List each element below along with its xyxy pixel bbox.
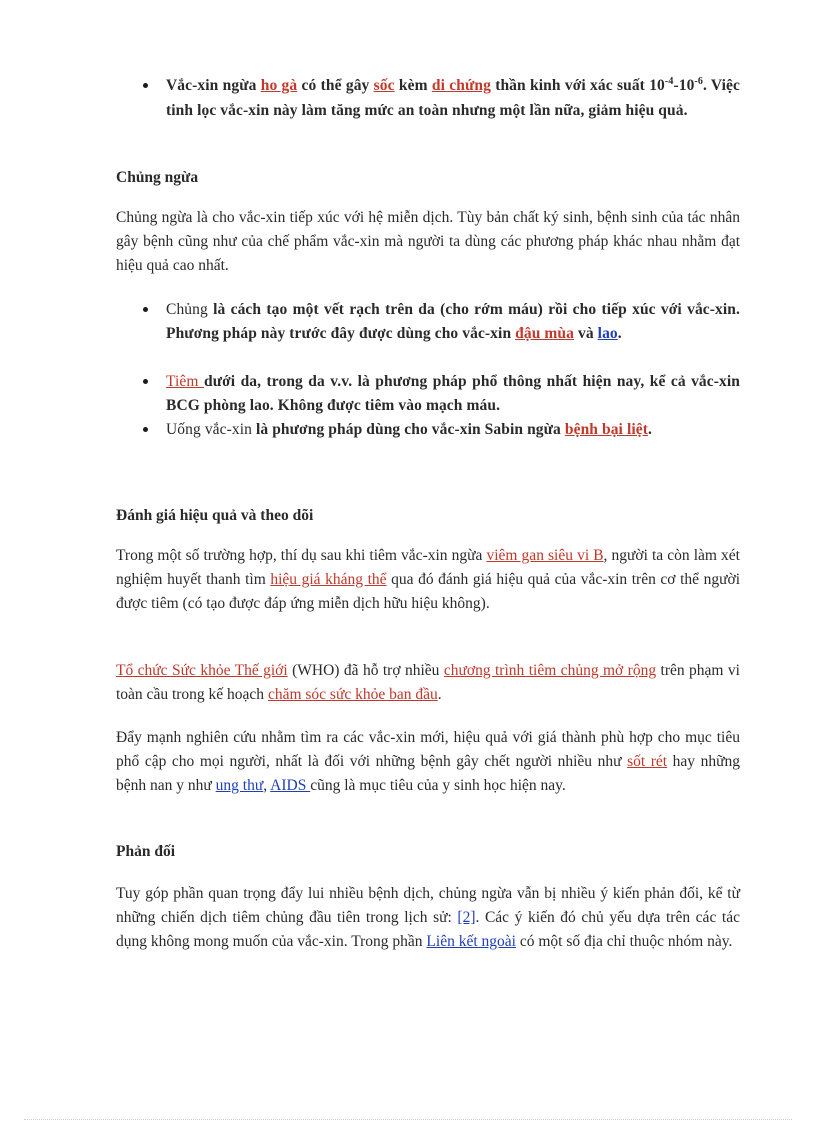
text-run: -10 xyxy=(673,77,695,94)
text-run: có thể gây xyxy=(297,77,374,94)
text-run: . Việc tinh lọc vắc-xin này làm tăng mức an toàn nhưng một lần nữa, giảm hiệu quả. xyxy=(166,77,740,119)
text-run: hay những bệnh nan y như xyxy=(116,753,741,794)
text-run: dưới da, trong da v.v. là phương pháp phổ thông nhất hiện nay, kể cả vắc-xin BCG phòng lao. Không được tiêm vào mạch máu. xyxy=(166,373,740,414)
list-item-pertussis xyxy=(116,74,740,123)
link-viem-gan-sieu-vi-b[interactable]: viêm gan siêu vi B xyxy=(486,547,604,564)
text-run: qua đó đánh giá hiệu quả của vắc-xin trên cơ thể người được tiêm (có tạo được đáp ứng miễn dịch hữu hiệu không). xyxy=(116,571,740,612)
text-run: . xyxy=(617,325,622,342)
link-chuong-trinh-tiem-chung[interactable]: chương trình tiêm chủng mở rộng xyxy=(443,662,657,679)
text-run: là phương pháp dùng cho vắc-xin Sabin ngừa xyxy=(255,421,565,438)
link-lien-ket-ngoai[interactable]: Liên kết ngoài xyxy=(426,933,516,950)
list-item-tiem xyxy=(116,370,740,418)
bullet-icon xyxy=(143,307,148,312)
text-run: Đẩy mạnh nghiên cứu nhằm tìm ra các vắc-xin mới, hiệu quả với giá thành phù hợp cho mục tiêu phổ cập cho mọi người, nhất là đối với những bệnh gây chết người nhiều như xyxy=(116,729,740,770)
list-item-chung xyxy=(116,298,740,346)
text-run: Vắc-xin ngừa xyxy=(166,77,261,94)
link-soc[interactable]: sốc xyxy=(373,77,395,94)
paragraph-evaluation-1 xyxy=(116,544,740,616)
text-run: có một số địa chỉ thuộc nhóm này. xyxy=(515,933,733,950)
list-item-uong xyxy=(116,418,740,442)
text-run: trên phạm vi toàn cầu trong kế hoạch xyxy=(116,662,740,703)
link-hieu-gia-khang-the[interactable]: hiệu giá kháng thể xyxy=(270,571,387,588)
link-ho-ga[interactable]: ho gà xyxy=(260,77,298,94)
text-run: Uống vắc-xin xyxy=(166,421,256,438)
text-run: . Các ý kiến đó chủ yếu dựa trên các tác dụng không mong muốn của vắc-xin. Trong phần xyxy=(116,909,740,950)
text-run: cũng là mục tiêu của y sinh học hiện nay. xyxy=(310,777,566,794)
chung-text xyxy=(116,298,740,346)
link-tiem[interactable]: Tiêm xyxy=(166,373,204,390)
text-run: , người ta còn làm xét nghiệm huyết thanh tìm xyxy=(116,547,740,588)
text-run: Chủng xyxy=(166,301,214,318)
exponent-1: -4 xyxy=(664,75,674,87)
paragraph-evaluation-3 xyxy=(116,726,740,798)
text-run: là cách tạo một vết rạch trên da (cho rớm máu) rồi cho tiếp xúc với vắc-xin. Phương pháp này trước đây được dùng cho vắc-xin xyxy=(166,301,740,342)
link-sot-ret[interactable]: sốt rét xyxy=(627,753,668,770)
text-run: (WHO) đã hỗ trợ nhiều xyxy=(287,662,444,679)
text-run: và xyxy=(574,325,598,342)
heading-chung-ngua: Chủng ngừa xyxy=(116,169,199,186)
link-aids[interactable]: AIDS xyxy=(270,777,311,794)
bullet-icon xyxy=(143,379,148,384)
link-lao[interactable]: lao xyxy=(597,325,618,342)
link-citation-2[interactable]: [2] xyxy=(457,909,476,926)
link-di-chung[interactable]: di chứng xyxy=(431,77,491,94)
text-run: kèm xyxy=(394,77,432,94)
uong-text xyxy=(116,418,740,442)
link-benh-bai-liet[interactable]: bệnh bại liệt xyxy=(564,421,648,438)
bullet-icon xyxy=(143,83,148,88)
text-run: , xyxy=(263,777,271,794)
bullet-icon xyxy=(143,427,148,432)
link-ung-thu[interactable]: ung thư xyxy=(215,777,264,794)
text-run: thần kinh với xác suất 10 xyxy=(490,77,665,94)
heading-danh-gia: Đánh giá hiệu quả và theo dõi xyxy=(116,507,314,524)
paragraph-opposition xyxy=(116,882,740,954)
link-dau-mua[interactable]: đậu mùa xyxy=(515,325,574,342)
heading-phan-doi: Phản đối xyxy=(116,843,176,860)
exponent-2: -6 xyxy=(694,75,703,87)
link-cham-soc-suc-khoe[interactable]: chăm sóc sức khỏe ban đầu xyxy=(267,686,438,703)
page-bottom-divider xyxy=(24,1119,792,1120)
paragraph-chung-ngua: Chủng ngừa là cho vắc-xin tiếp xúc với hệ miễn dịch. Tùy bản chất ký sinh, bệnh sinh của tác nhân gây bệnh cũng như của chế phẩm vắc-xin mà người ta dùng các phương pháp khác nhau nhằm đạt hiệu quả cao nhất. xyxy=(116,209,740,274)
paragraph-evaluation-2 xyxy=(116,659,740,707)
text-run: Tuy góp phần quan trọng đẩy lui nhiều bệnh dịch, chủng ngừa vẫn bị nhiều ý kiến phản đối, kể từ những chiến dịch tiêm chủng đầu tiên trong lịch sử: xyxy=(116,885,740,926)
text-run: Trong một số trường hợp, thí dụ sau khi tiêm vắc-xin ngừa xyxy=(116,547,487,564)
link-who[interactable]: Tổ chức Sức khỏe Thế giới xyxy=(116,662,288,679)
tiem-text xyxy=(116,370,740,418)
text-run: . xyxy=(648,421,652,438)
pertussis-text xyxy=(116,74,740,123)
text-run: . xyxy=(437,686,442,703)
